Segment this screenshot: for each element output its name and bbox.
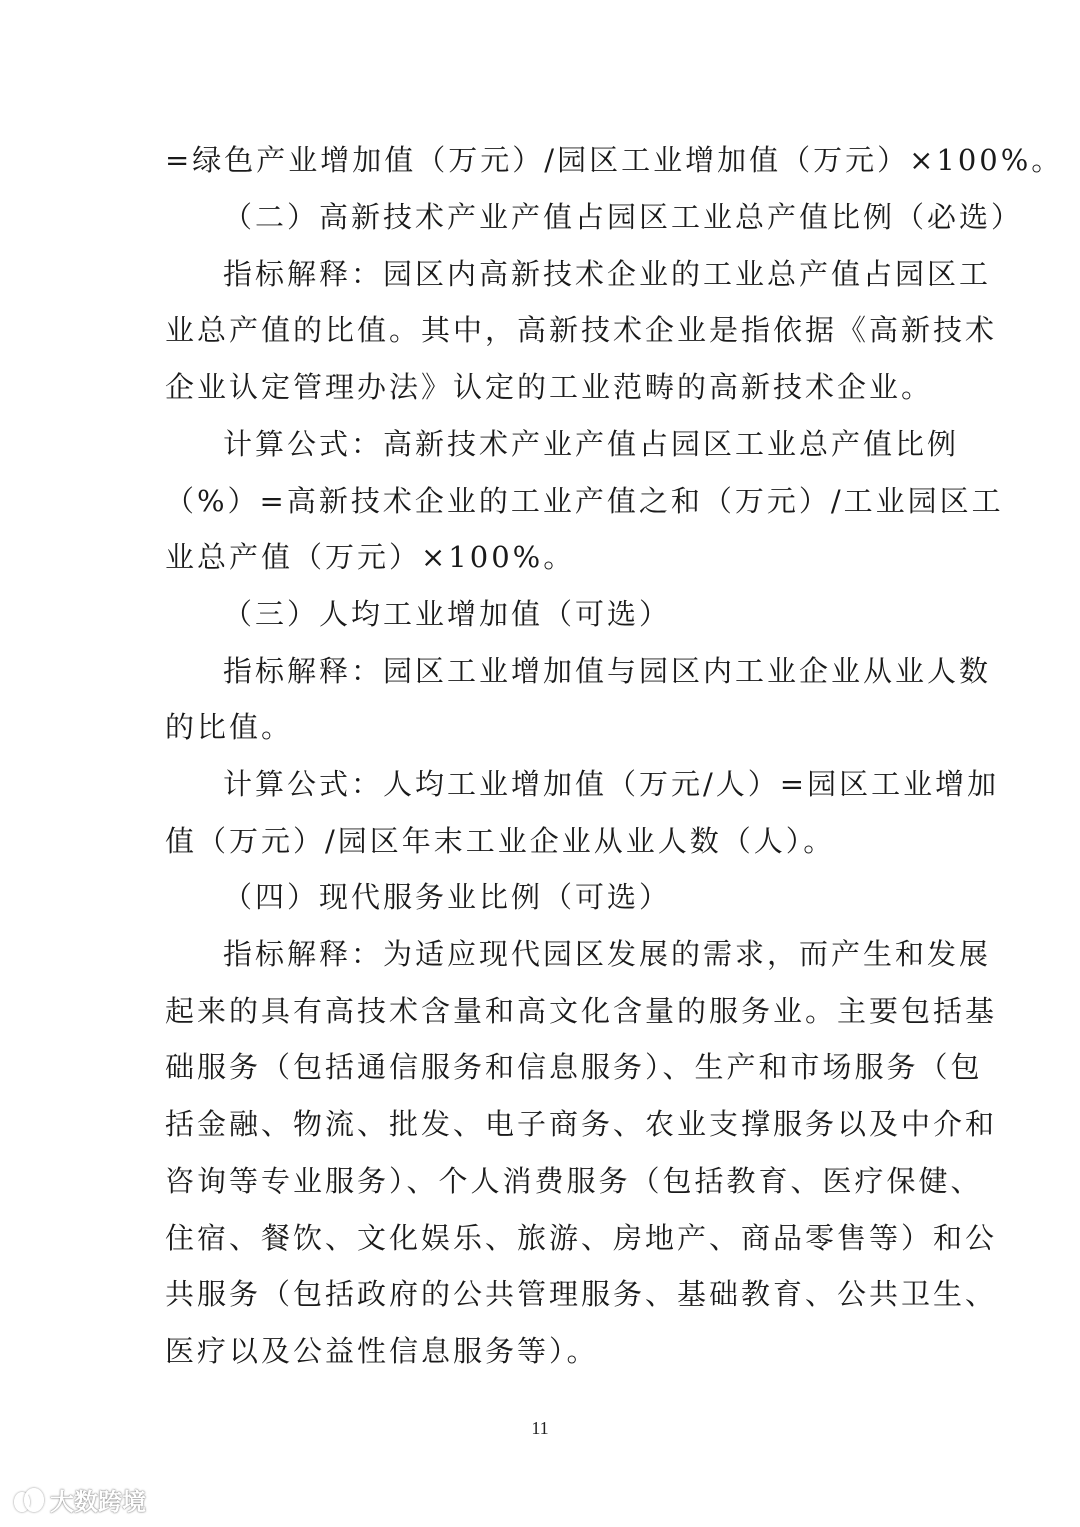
text-line-4: 业总产值的比值。其中，高新技术企业是指依据《高新技术 xyxy=(165,313,998,347)
text-line-7: （%）=高新技术企业的工业产值之和（万元）/工业园区工 xyxy=(165,484,1004,518)
text-line-19: 咨询等专业服务）、个人消费服务（包括教育、医疗保健、 xyxy=(165,1164,983,1198)
text-line-22: 医疗以及公益性信息服务等）。 xyxy=(165,1334,599,1368)
text-line-13: 值（万元）/园区年末工业企业从业人数（人）。 xyxy=(165,824,836,858)
section-heading-2: （二）高新技术产业产值占园区工业总产值比例（必选） xyxy=(223,200,1024,234)
text-line-12: 计算公式：人均工业增加值（万元/人）=园区工业增加 xyxy=(223,767,1000,801)
text-line-3: 指标解释：园区内高新技术企业的工业总产值占园区工 xyxy=(223,257,992,291)
text-line-21: 共服务（包括政府的公共管理服务、基础教育、公共卫生、 xyxy=(165,1277,998,1311)
text-line-5: 企业认定管理办法》认定的工业范畴的高新技术企业。 xyxy=(165,370,934,404)
watermark-logo-icon xyxy=(14,1488,44,1512)
text-line-20: 住宿、餐饮、文化娱乐、旅游、房地产、商品零售等）和公 xyxy=(165,1221,998,1255)
watermark-text: 大数跨境 xyxy=(50,1488,146,1516)
text-line-17: 础服务（包括通信服务和信息服务）、生产和市场服务（包 xyxy=(165,1050,983,1084)
text-line-15: 指标解释：为适应现代园区发展的需求，而产生和发展 xyxy=(223,937,992,971)
text-line-18: 括金融、物流、批发、电子商务、农业支撑服务以及中介和 xyxy=(165,1107,998,1141)
text-line-10: 指标解释：园区工业增加值与园区内工业企业从业人数 xyxy=(223,654,992,688)
text-line-16: 起来的具有高技术含量和高文化含量的服务业。主要包括基 xyxy=(165,994,998,1028)
page-number: 11 xyxy=(531,1418,549,1438)
text-line-6: 计算公式：高新技术产业产值占园区工业总产值比例 xyxy=(223,427,960,461)
section-heading-3: （三）人均工业增加值（可选） xyxy=(223,597,672,631)
text-line-8: 业总产值（万元）×100%。 xyxy=(165,540,576,574)
section-heading-4: （四）现代服务业比例（可选） xyxy=(223,880,672,914)
text-line-11: 的比值。 xyxy=(165,710,294,744)
watermark xyxy=(14,1482,146,1517)
text-line-1: =绿色产业增加值（万元）/园区工业增加值（万元）×100%。 xyxy=(165,143,1064,177)
